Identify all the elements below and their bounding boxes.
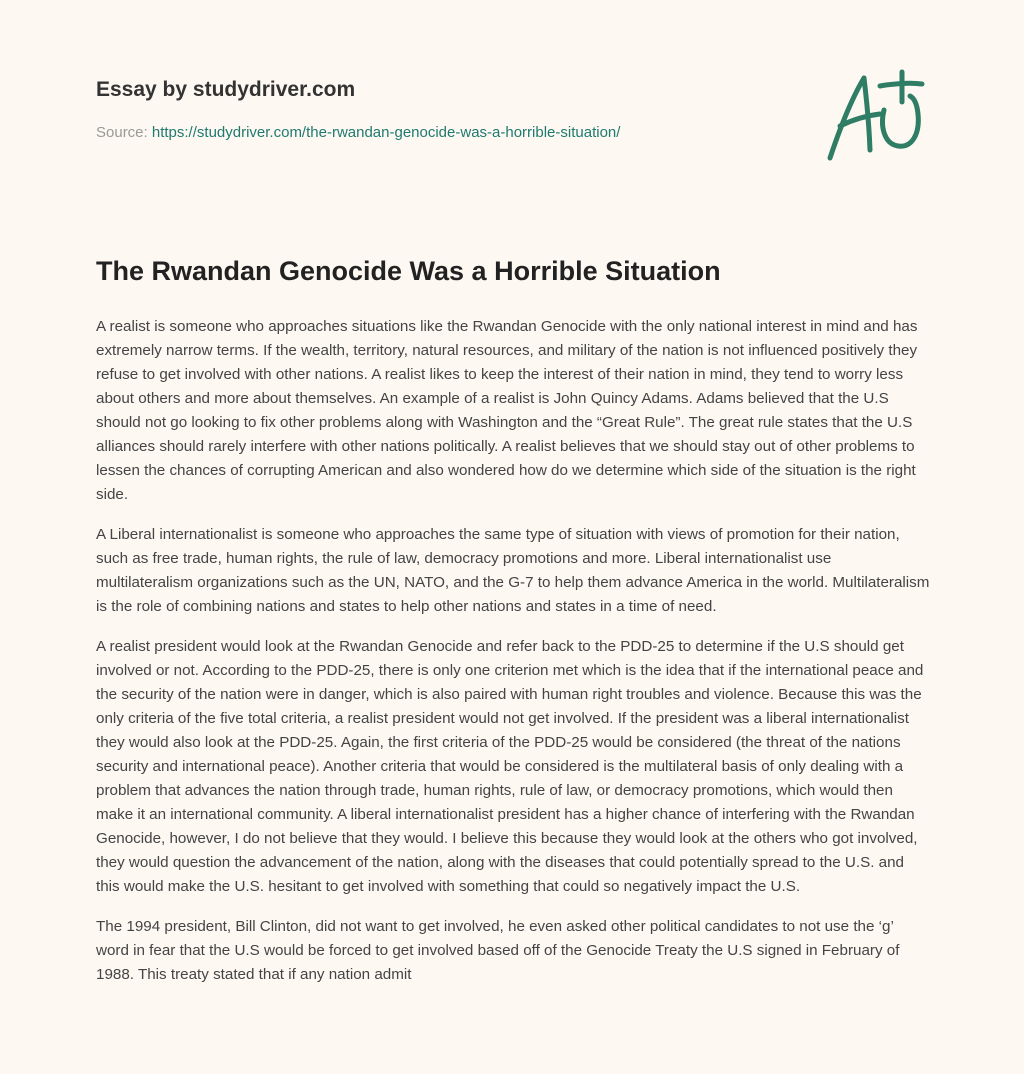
a-plus-grade-logo-icon (822, 68, 932, 168)
essay-paragraph: A realist is someone who approaches situations like the Rwandan Genocide with the only national interest in mind and has extremely narrow terms. If the wealth, territory, natural resources, and military of the nation is not influenced positively they refuse to get involved with other nations. A realist likes to keep the interest of their nation in mind, they tend to worry less about others and more about themselves. An example of a realist is John Quincy Adams. Adams believed that the U.S should not go looking to fix other problems along with Washington and the “Great Rule”. The great rule states that the U.S alliances should rarely interfere with other nations politically. A realist believes that we should stay out of other problems to lessen the chances of corrupting American and also wondered how do we determine which side of the situation is the right side. (96, 318, 918, 503)
source-line (96, 124, 620, 141)
essay-title: The Rwandan Genocide Was a Horrible Situation (96, 256, 721, 286)
essay-paragraph: A realist president would look at the Rwandan Genocide and refer back to the PDD-25 to determine if the U.S should get involved or not. According to the PDD-25, there is only one criterion met which is the idea that if the international peace and the security of the nation were in danger, which is also paired with human right troubles and violence. Because this was the only criteria of the five total criteria, a realist president would not get involved. If the president was a liberal internationalist they would also look at the PDD-25. Again, the first criteria of the PDD-25 would be considered (the threat of the nations security and international peace). Another criteria that would be considered is the multilateral basis of only dealing with a problem that advances the nation through trade, human rights, rule of law, or democracy promotions, which would then make it an international community. A liberal internationalist president has a higher chance of interfering with the Rwandan Genocide, however, I do not believe that they would. I believe this because they would look at the others who got involved, they would question the advancement of the nation, along with the diseases that could potentially spread to the U.S. and this would make the U.S. hesitant to get involved with something that could so negatively impact the U.S. (96, 638, 924, 895)
essay-paragraph: A Liberal internationalist is someone who approaches the same type of situation with views of promotion for their nation, such as free trade, human rights, the rule of law, democracy promotions and more. Liberal internationalist use multilateralism organizations such as the UN, NATO, and the G-7 to help them advance America in the world. Multilateralism is the role of combining nations and states to help other nations and states in a time of need. (96, 526, 930, 615)
essay-body (96, 315, 930, 1003)
brand-title: Essay by studydriver.com (96, 78, 356, 101)
source-label: Source: (96, 124, 148, 141)
essay-paragraph: The 1994 president, Bill Clinton, did not want to get involved, he even asked other political candidates to not use the ‘g’ word in fear that the U.S would be forced to get involved based off of the Genocide Treaty the U.S signed in February of 1988. This treaty stated that if any nation admit (96, 918, 900, 983)
source-link[interactable]: https://studydriver.com/the-rwandan-genocide-was-a-horrible-situation/ (151, 124, 621, 141)
